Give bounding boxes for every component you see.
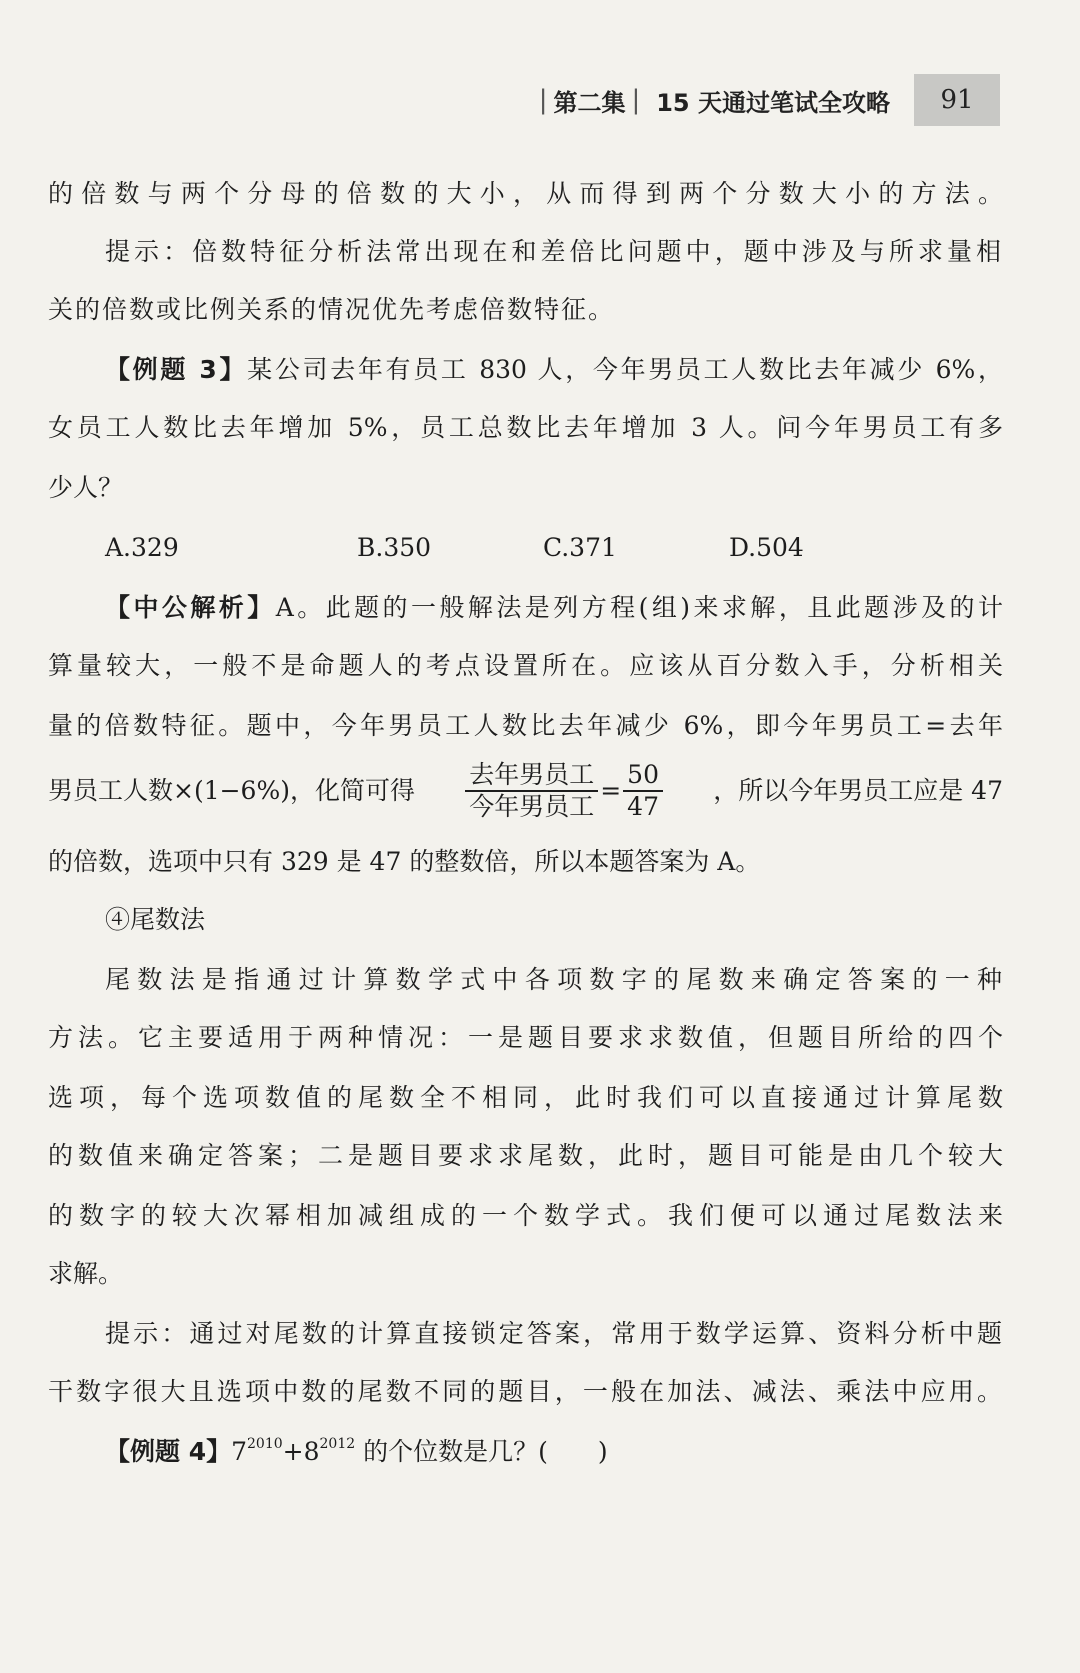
option-a: A.329 (105, 533, 179, 562)
analysis-line (48, 590, 1003, 626)
example-3-line (48, 352, 1003, 388)
fraction-expression (463, 760, 665, 822)
fraction-male-staff (465, 760, 598, 822)
paragraph-line: 的数字的较大次幂相加减组成的一个数学式。我们便可以通过尾数法来 (48, 1201, 1003, 1230)
paragraph-line: 的数值来确定答案；二是题目要求求尾数，此时，题目可能是由几个较大 (48, 1141, 1003, 1170)
analysis-line: 算量较大，一般不是命题人的考点设置所在。应该从百分数入手，分析相关 (48, 651, 1003, 680)
paragraph-line: 尾数法是指通过计算数学式中各项数字的尾数来确定答案的一种 (105, 965, 1003, 994)
option-b: B.350 (357, 533, 432, 562)
paragraph-line: 方法。它主要适用于两种情况：一是题目要求求数值，但题目所给的四个 (48, 1023, 1003, 1052)
fraction-denominator: 47 (627, 792, 659, 821)
analysis-text: A。此题的一般解法是列方程(组)来求解，且此题涉及的计 (275, 593, 1003, 622)
header-part: 第二集 (553, 88, 626, 117)
example-3-tag: 【例题 3】 (105, 355, 248, 384)
tip-line: 干数字很大且选项中数的尾数不同的题目，一般在加法、减法、乘法中应用。 (48, 1377, 1003, 1406)
equals-sign: = (600, 776, 622, 805)
analysis-text: 男员工人数×(1−6%)，化简可得 (48, 776, 415, 805)
header-separator: | (538, 85, 548, 115)
body-line: 的倍数与两个分母的倍数的大小，从而得到两个分数大小的方法。 (48, 179, 1003, 208)
example-4-tag: 【例题 4】 (105, 1437, 232, 1466)
example-4-line (48, 1434, 1003, 1470)
header-separator: | (631, 85, 641, 115)
paragraph-line: 求解。 (48, 1259, 124, 1288)
paragraph-line: 选项，每个选项数值的尾数全不相同，此时我们可以直接通过计算尾数 (48, 1083, 1003, 1112)
analysis-fraction-line (48, 756, 1003, 826)
fraction-50-47 (623, 760, 663, 822)
power-exponent: 2012 (319, 1436, 356, 1452)
page-number: 91 (914, 74, 1000, 126)
running-header (539, 74, 1000, 126)
fraction-denominator: 今年男员工 (469, 792, 595, 821)
analysis-text: ，所以今年男员工应是 47 (713, 776, 1003, 805)
power-exponent: 2010 (247, 1436, 283, 1452)
example-3-text: 某公司去年有员工 830 人，今年男员工人数比去年减少 6%， (247, 355, 1003, 384)
fraction-numerator: 50 (623, 760, 663, 792)
option-d: D.504 (729, 533, 804, 562)
option-c: C.371 (543, 533, 617, 562)
tip-line: 关的倍数或比例关系的情况优先考虑倍数特征。 (48, 295, 616, 324)
example-3-line: 少人？ (48, 473, 124, 502)
tip-line: 提示：通过对尾数的计算直接锁定答案，常用于数学运算、资料分析中题 (105, 1319, 1003, 1348)
tip-line: 提示：倍数特征分析法常出现在和差倍比问题中，题中涉及与所求量相 (105, 237, 1003, 266)
power-base: 7 (231, 1437, 248, 1466)
fraction-numerator: 去年男员工 (465, 760, 598, 792)
analysis-tag: 【中公解析】 (105, 593, 276, 622)
example-4-text: 的个位数是几？( ) (355, 1437, 608, 1466)
header-book-title: 15 天通过笔试全攻略 (656, 88, 890, 117)
power-base: +8 (282, 1437, 320, 1466)
section-heading: ④尾数法 (105, 905, 206, 934)
example-3-line: 女员工人数比去年增加 5%，员工总数比去年增加 3 人。问今年男员工有多 (48, 413, 1003, 442)
analysis-line: 量的倍数特征。题中，今年男员工人数比去年减少 6%，即今年男员工=去年 (48, 711, 1003, 740)
analysis-line: 的倍数，选项中只有 329 是 47 的整数倍，所以本题答案为 A。 (48, 847, 761, 876)
